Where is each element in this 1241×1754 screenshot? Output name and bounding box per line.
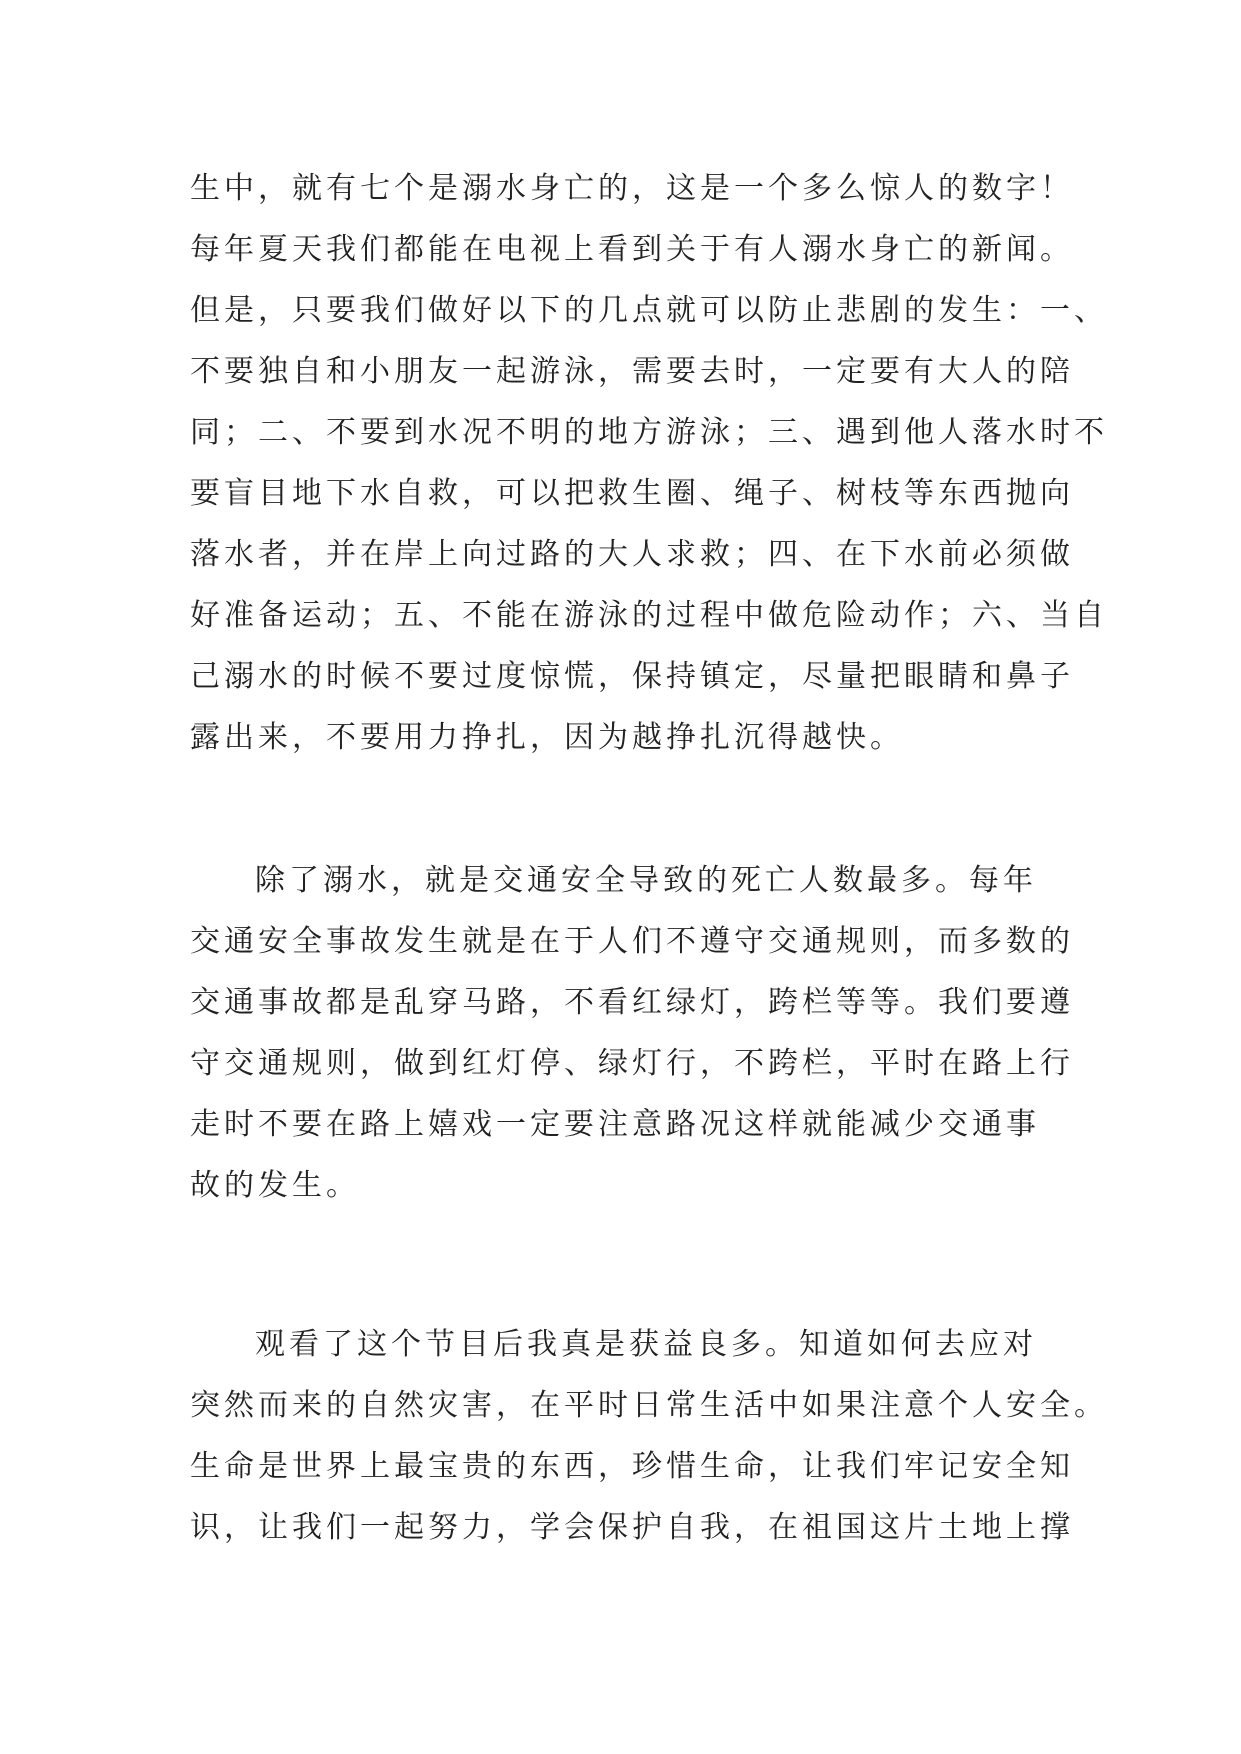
text-line: 生中，就有七个是溺水身亡的，这是一个多么惊人的数字！ (190, 171, 1074, 206)
paragraph-conclusion (190, 1314, 1108, 1558)
text-line: 观看了这个节目后我真是获益良多。知道如何去应对 (255, 1327, 1037, 1362)
text-line: 走时不要在路上嬉戏一定要注意路况这样就能减少交通事 (190, 1107, 1040, 1142)
text-line: 交通事故都是乱穿马路，不看红绿灯，跨栏等等。我们要遵 (190, 985, 1074, 1020)
text-line: 识，让我们一起努力，学会保护自我，在祖国这片土地上撑 (190, 1510, 1074, 1545)
text-line: 除了溺水，就是交通安全导致的死亡人数最多。每年 (255, 863, 1037, 898)
text-line: 每年夏天我们都能在电视上看到关于有人溺水身亡的新闻。 (190, 232, 1074, 267)
text-line: 己溺水的时候不要过度惊慌，保持镇定，尽量把眼睛和鼻子 (190, 659, 1074, 694)
text-line: 生命是世界上最宝贵的东西，珍惜生命，让我们牢记安全知 (190, 1449, 1074, 1484)
text-line: 同；二、不要到水况不明的地方游泳；三、遇到他人落水时不 (190, 415, 1108, 450)
text-line: 落水者，并在岸上向过路的大人求救；四、在下水前必须做 (190, 537, 1074, 572)
text-line: 交通安全事故发生就是在于人们不遵守交通规则，而多数的 (190, 924, 1074, 959)
text-line: 突然而来的自然灾害，在平时日常生活中如果注意个人安全。 (190, 1388, 1108, 1423)
text-line: 好准备运动；五、不能在游泳的过程中做危险动作；六、当自 (190, 598, 1108, 633)
text-line: 但是，只要我们做好以下的几点就可以防止悲剧的发生：一、 (190, 293, 1108, 328)
text-line: 守交通规则，做到红灯停、绿灯行，不跨栏，平时在路上行 (190, 1046, 1074, 1081)
text-line: 要盲目地下水自救，可以把救生圈、绳子、树枝等东西抛向 (190, 476, 1074, 511)
text-line: 故的发生。 (190, 1168, 360, 1203)
paragraph-drowning-safety (190, 158, 1108, 768)
text-line: 露出来，不要用力挣扎，因为越挣扎沉得越快。 (190, 720, 904, 755)
paragraph-traffic-safety (190, 850, 1074, 1216)
text-line: 不要独自和小朋友一起游泳，需要去时，一定要有大人的陪 (190, 354, 1074, 389)
